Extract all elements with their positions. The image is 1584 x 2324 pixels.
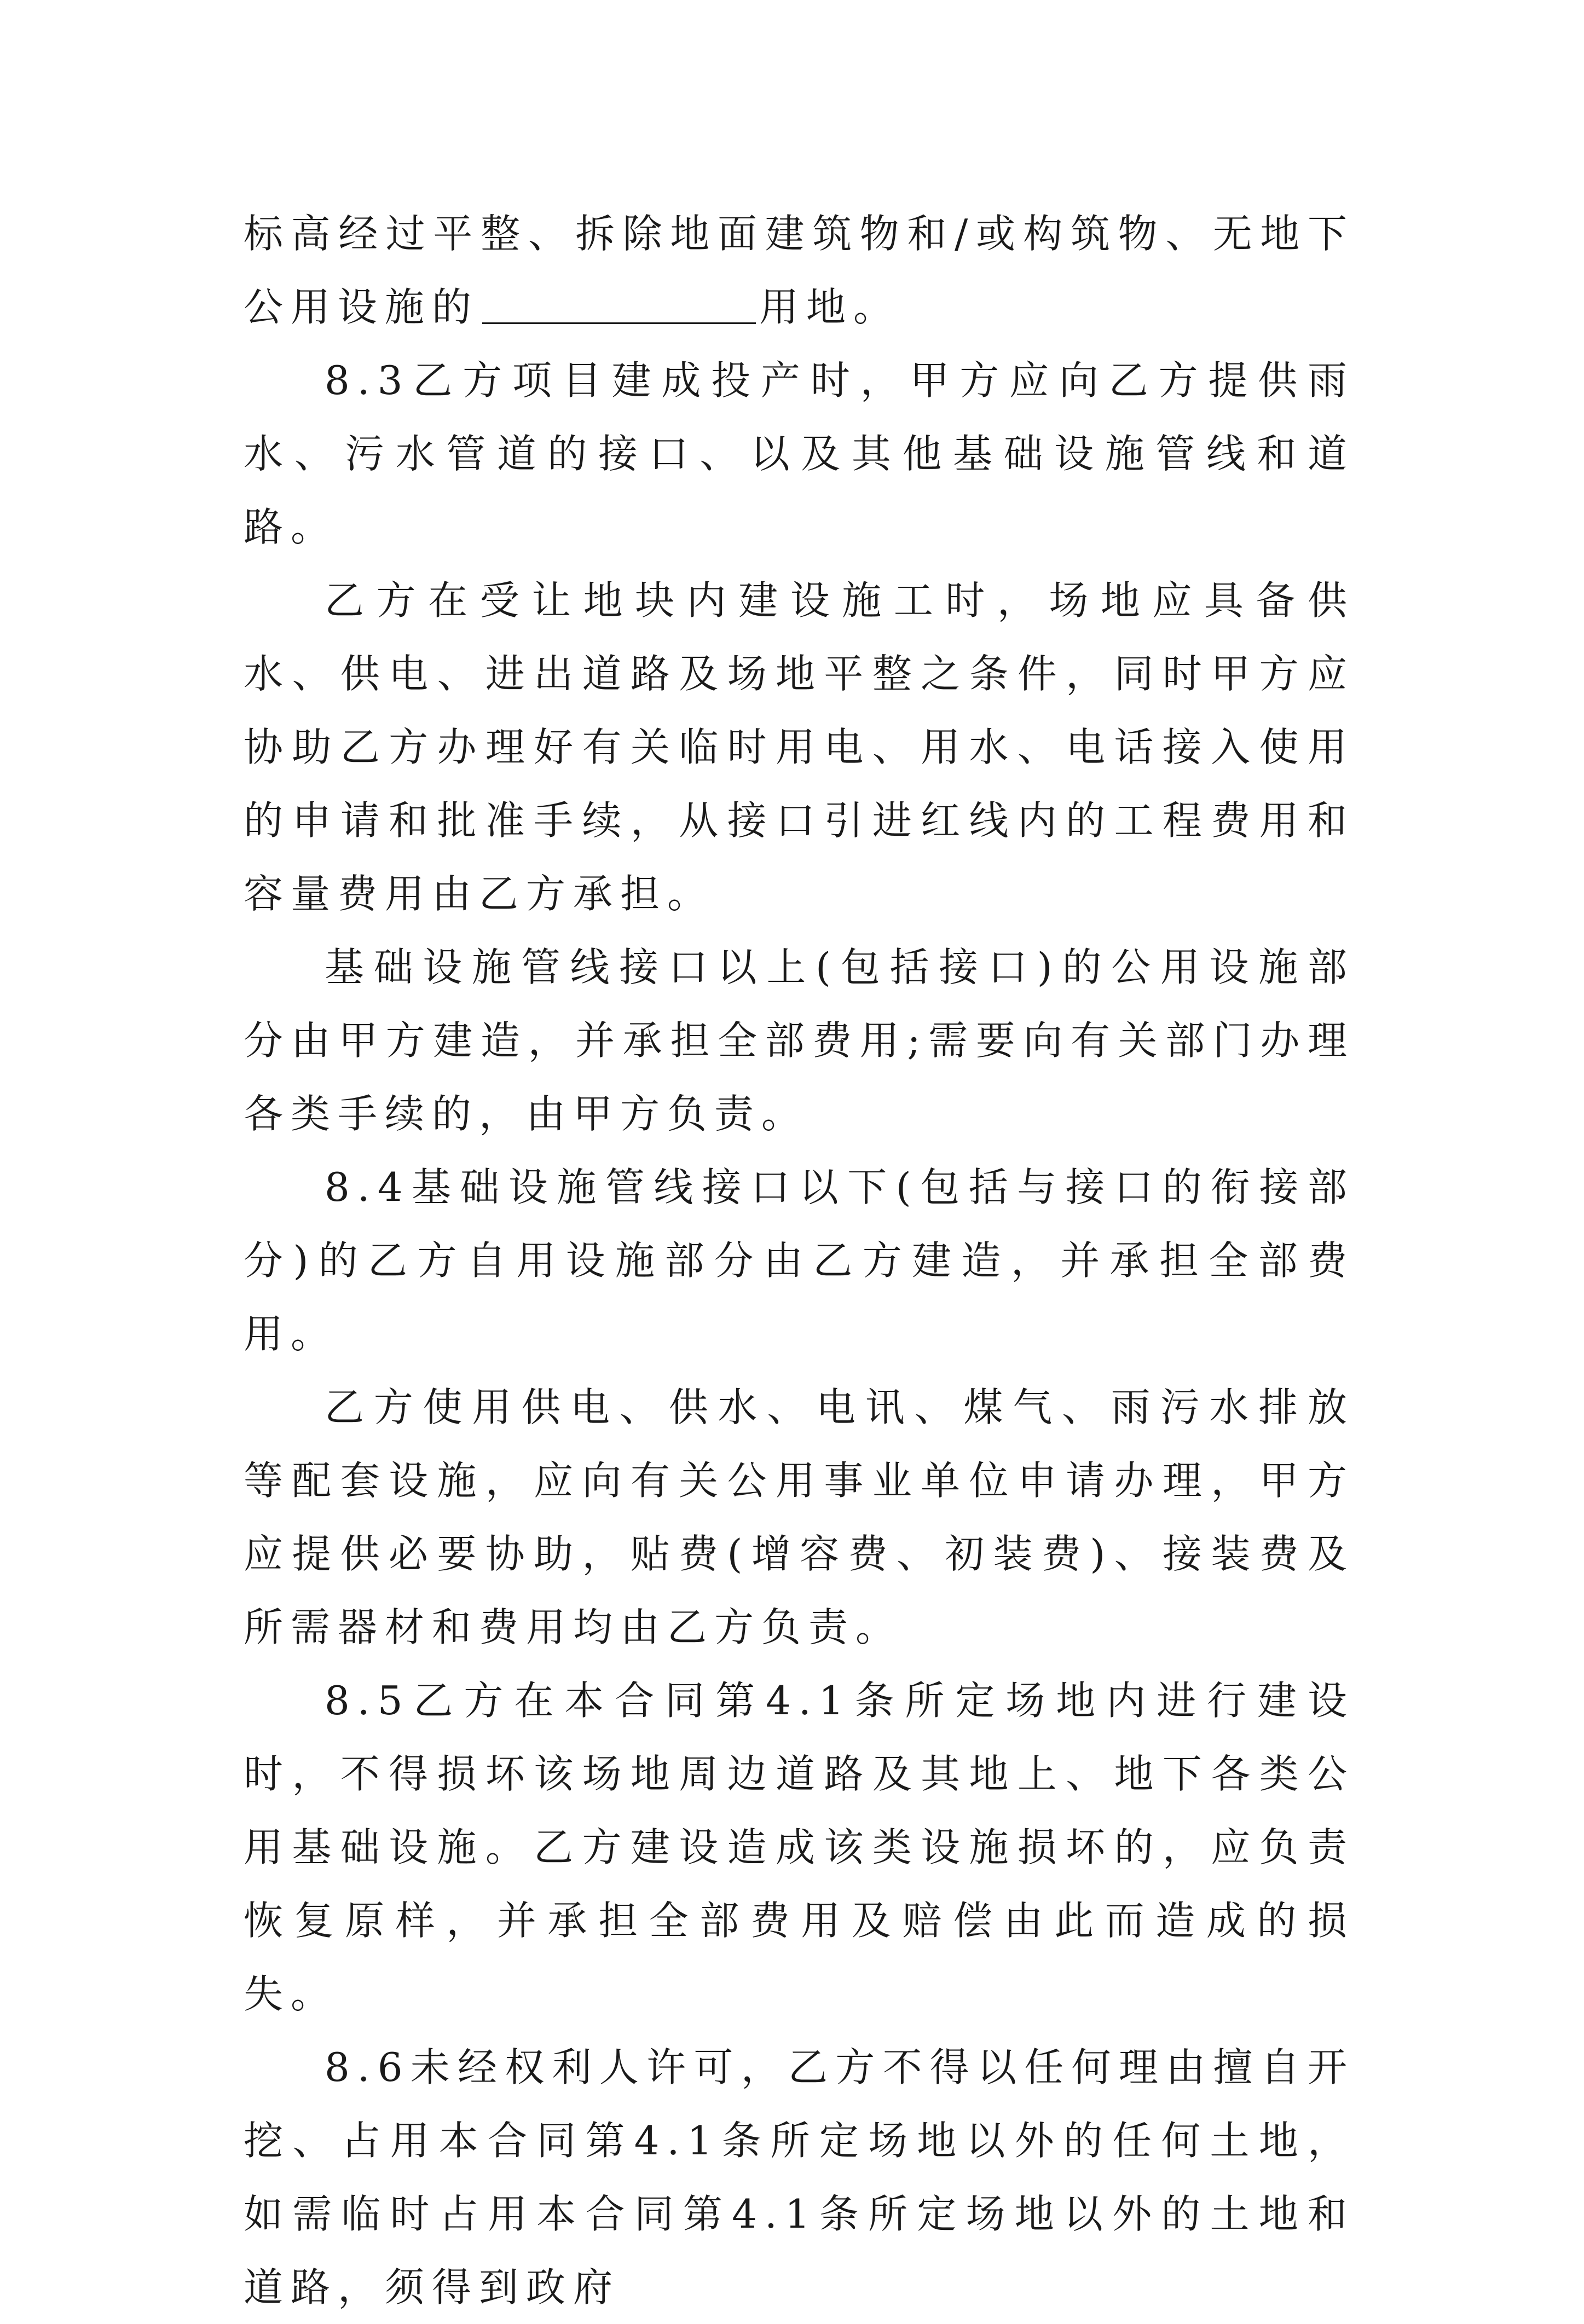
paragraph-land-condition	[244, 197, 1355, 344]
paragraph-utility-supply: 乙方使用供电、供水、电讯、煤气、雨污水排放等配套设施，应向有关公用事业单位申请办理，甲方应提供必要协助，贴费(增容费、初装费)、接装费及所需器材和费用均由乙方负责。	[244, 1384, 1355, 1650]
paragraph-public-facilities: 基础设施管线接口以上(包括接口)的公用设施部分由甲方建造，并承担全部费用;需要向有关部门办理各类手续的，由甲方负责。	[244, 944, 1355, 1137]
paragraph-text: 标高经过平整、拆除地面建筑物和/或构筑物、无地下公用设施的	[244, 211, 1355, 330]
paragraph-construction-conditions: 乙方在受让地块内建设施工时，场地应具备供水、供电、进出道路及场地平整之条件，同时甲方应协助乙方办理好有关临时用电、用水、电话接入使用的申请和批准手续，从接口引进红线内的工程费用和容量费用由乙方承担。	[244, 577, 1355, 917]
paragraph-clause-8-3: 8.3乙方项目建成投产时，甲方应向乙方提供雨水、污水管道的接口、以及其他基础设施管线和道路。	[244, 357, 1355, 550]
document-body	[244, 197, 1355, 2324]
paragraph-clause-8-6: 8.6未经权利人许可，乙方不得以任何理由擅自开挖、占用本合同第4.1条所定场地以外的任何土地，如需临时占用本合同第4.1条所定场地以外的土地和道路，须得到政府	[244, 2044, 1355, 2310]
fill-in-blank	[482, 283, 756, 324]
paragraph-clause-8-4: 8.4基础设施管线接口以下(包括与接口的衔接部分)的乙方自用设施部分由乙方建造，并承担全部费用。	[244, 1164, 1355, 1357]
paragraph-text: 用地。	[759, 284, 901, 330]
paragraph-clause-8-5: 8.5乙方在本合同第4.1条所定场地内进行建设时，不得损坏该场地周边道路及其地上、地下各类公用基础设施。乙方建设造成该类设施损坏的，应负责恢复原样，并承担全部费用及赔偿由此而造成的损失。	[244, 1678, 1355, 2017]
